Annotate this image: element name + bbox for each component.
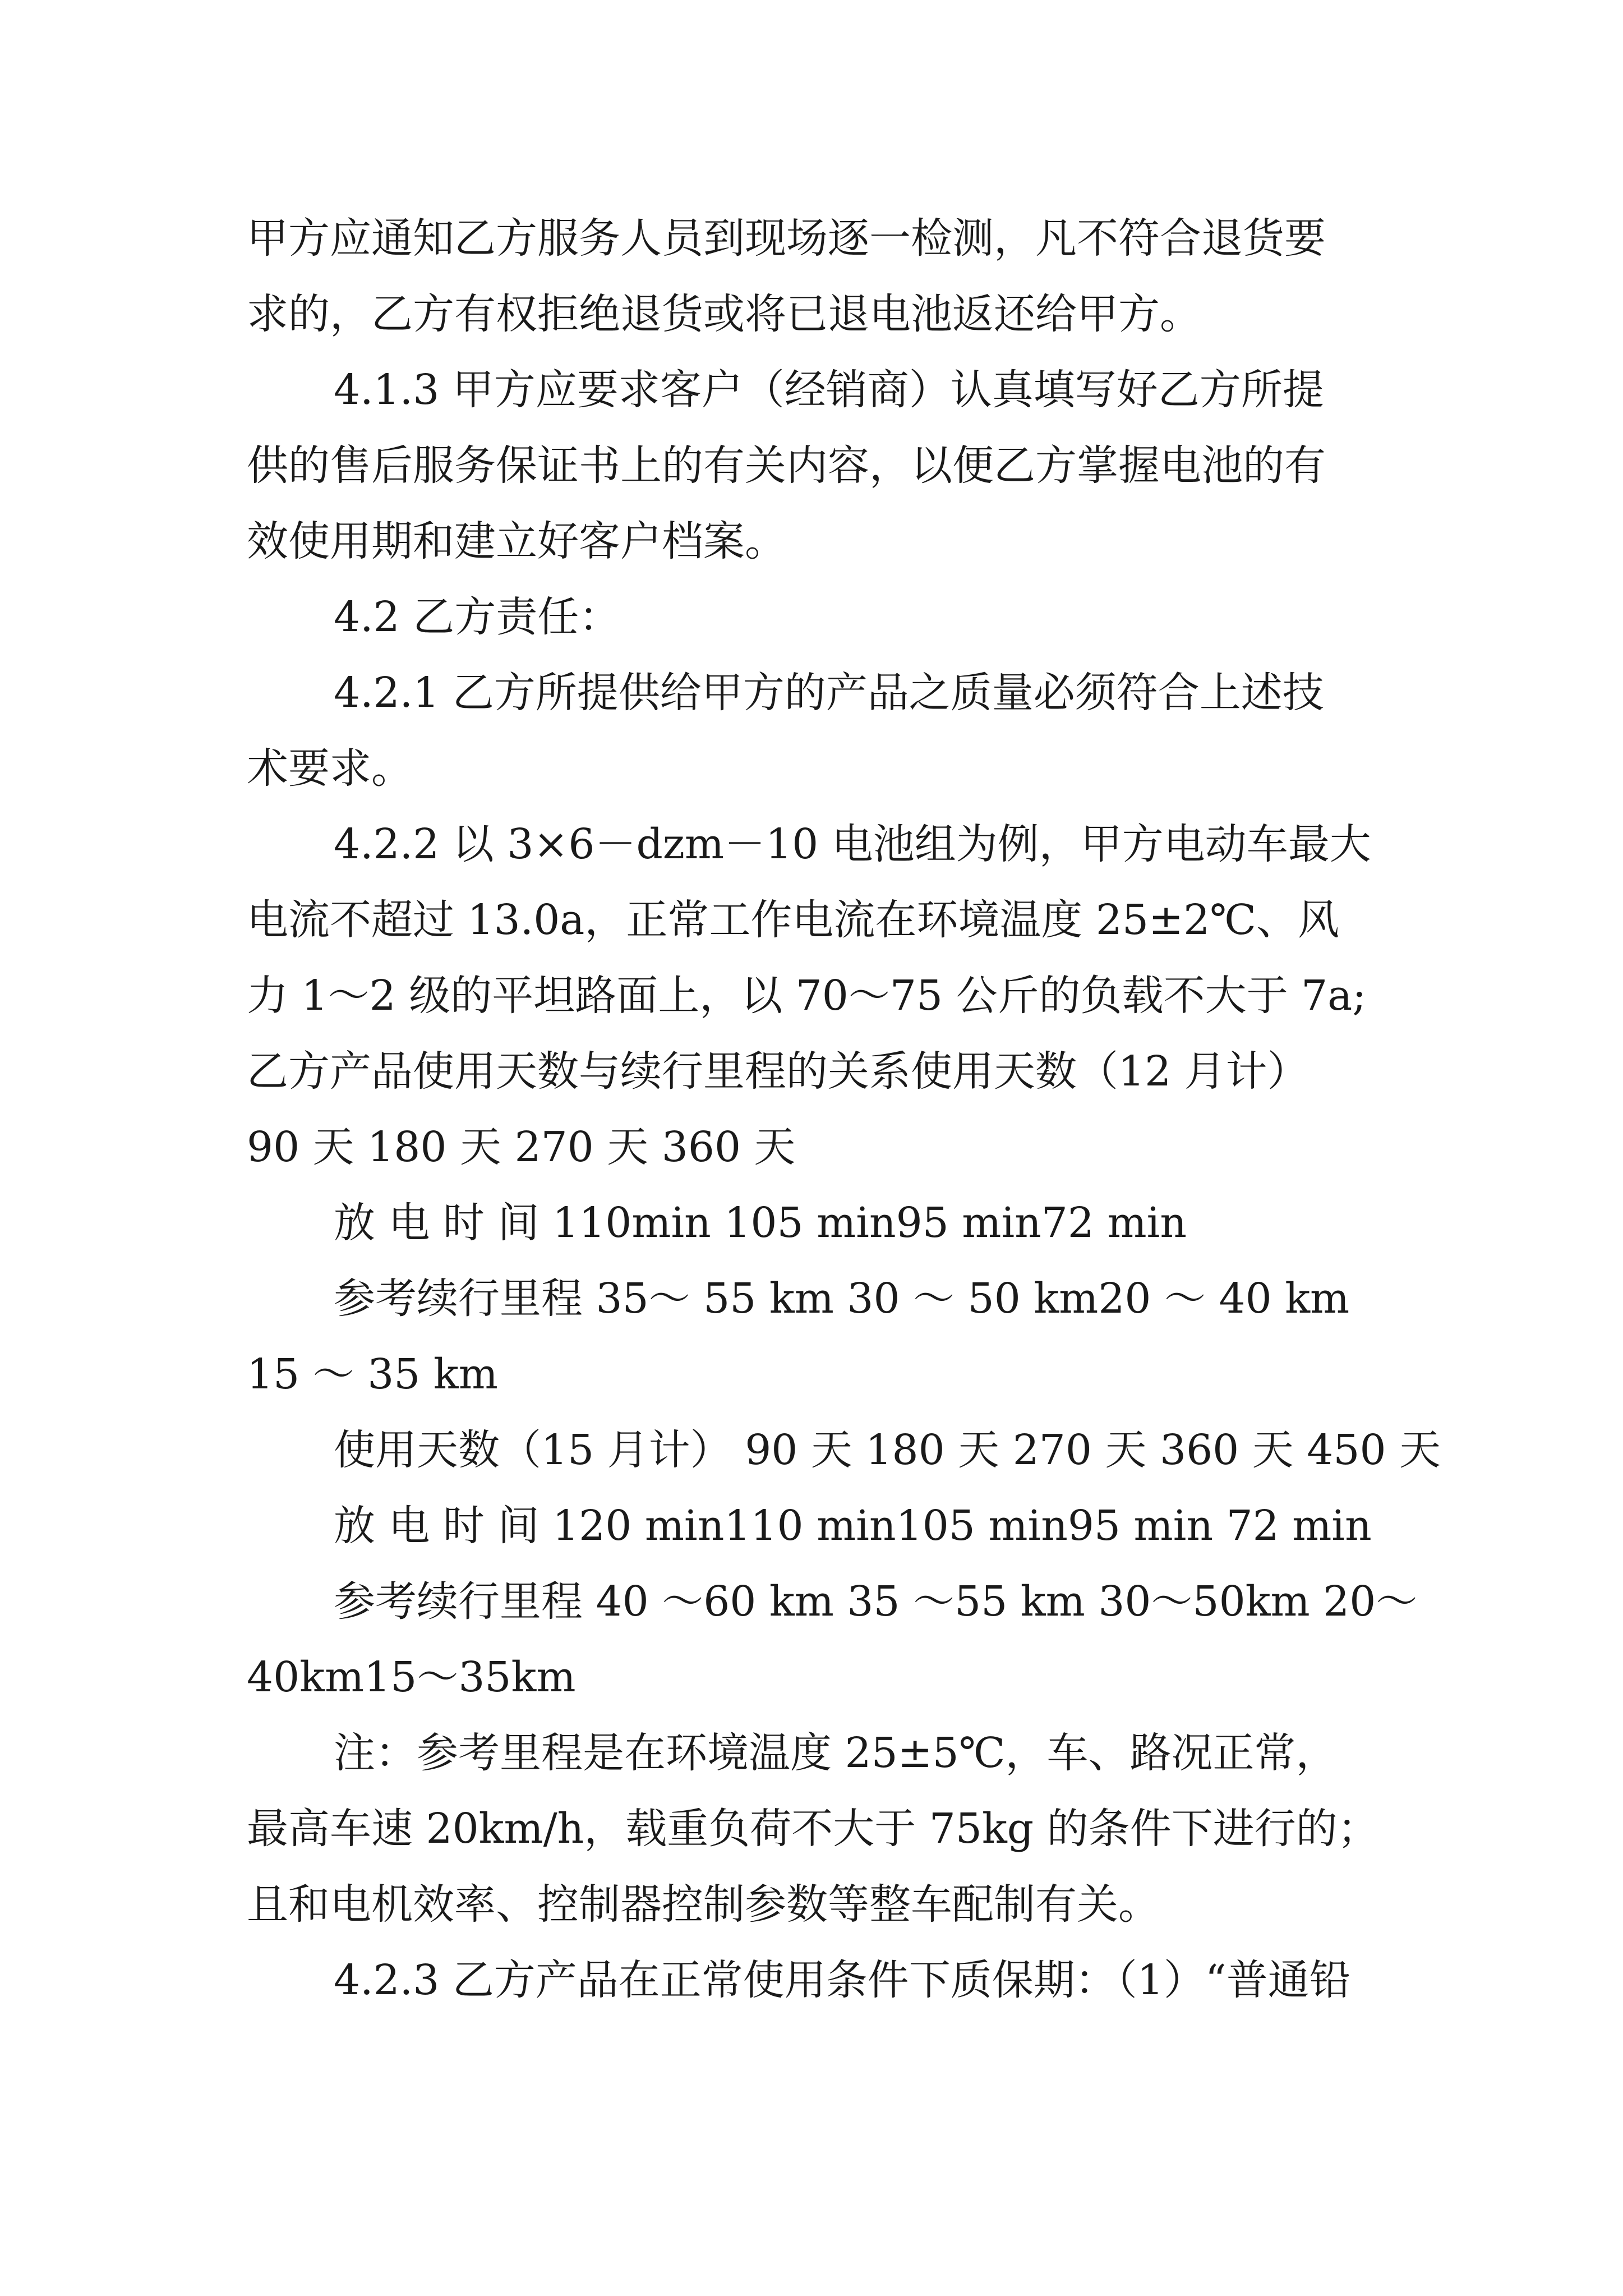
text-line: 甲方应通知乙方服务人员到现场逐一检测，凡不符合退货要 bbox=[247, 214, 1326, 263]
text-line: 效使用期和建立好客户档案。 bbox=[247, 517, 786, 565]
text-line: 4.2 乙方责任： bbox=[334, 593, 621, 641]
text-line: 供的售后服务保证书上的有关内容，以便乙方掌握电池的有 bbox=[247, 441, 1326, 490]
text-line: 参考续行里程 40 ～60 km 35 ～55 km 30～50km 20～ bbox=[334, 1577, 1418, 1626]
text-line: 放 电 时 间 110min 105 min95 min72 min bbox=[334, 1199, 1187, 1247]
text-line: 注：参考里程是在环境温度 25±5℃，车、路况正常， bbox=[334, 1729, 1338, 1777]
text-line: 求的，乙方有权拒绝退货或将已退电池返还给甲方。 bbox=[247, 290, 1201, 338]
text-line: 4.1.3 甲方应要求客户（经销商）认真填写好乙方所提 bbox=[334, 366, 1324, 414]
text-line: 使用天数（15 月计） 90 天 180 天 270 天 360 天 450 天 bbox=[334, 1426, 1441, 1474]
text-line: 4.2.3 乙方产品在正常使用条件下质保期：（1）“普通铅 bbox=[334, 1956, 1351, 2004]
text-line: 4.2.2 以 3×6－dzm－10 电池组为例，甲方电动车最大 bbox=[334, 820, 1371, 868]
text-line: 放 电 时 间 120 min110 min105 min95 min 72 min bbox=[334, 1502, 1372, 1550]
text-line: 40km15～35km bbox=[247, 1653, 576, 1701]
text-line: 乙方产品使用天数与续行里程的关系使用天数（12 月计） bbox=[247, 1047, 1309, 1096]
text-line: 术要求。 bbox=[247, 744, 413, 793]
text-line: 90 天 180 天 270 天 360 天 bbox=[247, 1123, 796, 1171]
text-line: 且和电机效率、控制器控制参数等整车配制有关。 bbox=[247, 1880, 1160, 1929]
text-line: 最高车速 20km/h，载重负荷不大于 75kg 的条件下进行的； bbox=[247, 1805, 1379, 1853]
text-line: 力 1～2 级的平坦路面上，以 70～75 公斤的负载不大于 7a; bbox=[247, 972, 1367, 1020]
text-line: 参考续行里程 35～ 55 km 30 ～ 50 km20 ～ 40 km bbox=[334, 1274, 1350, 1323]
text-line: 15 ～ 35 km bbox=[247, 1350, 498, 1398]
text-line: 电流不超过 13.0a，正常工作电流在环境温度 25±2℃、风 bbox=[247, 896, 1339, 944]
text-line: 4.2.1 乙方所提供给甲方的产品之质量必须符合上述技 bbox=[334, 669, 1324, 717]
